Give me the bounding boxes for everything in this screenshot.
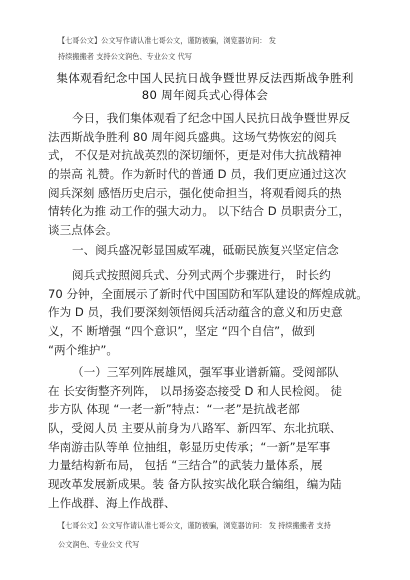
text-line: 队，受阅人员 主要从前身为八路军、新四军、东北抗联、	[48, 421, 342, 436]
document-title: 集体观看纪念中国人民抗日战争暨世界反法西斯战争胜利	[56, 71, 354, 85]
text-line: 上作战群、海上作战群、	[48, 495, 176, 510]
text-line: 式， 不仅是对抗战英烈的深切缅怀，更是对伟大抗战精神	[48, 148, 342, 163]
text-line: （一）三军列阵展雄风，强军事业谱新篇。受阅部队	[72, 365, 339, 379]
text-line: 在 长安街整齐列阵， 以昂扬姿态接受 D 和人民检阅。 徒	[48, 383, 343, 398]
text-line: 力量结构新布局， 包括 “三结合”的武装力量体系，展	[48, 458, 323, 473]
text-line: 步方队 体现 “一老一新”特点：“一老”是抗战老部	[48, 402, 300, 417]
text-line: 阅兵式按照阅兵式、分列式两个步骤进行， 时长约	[72, 268, 331, 282]
paragraph-intro	[48, 109, 366, 240]
text-line: 今日，我们集体观看了纪念中国人民抗日战争暨世界反	[72, 111, 351, 125]
text-line: 一、阅兵盛况彰显国威军魂，砥砺民族复兴坚定信念	[72, 243, 339, 257]
text-line: 现改革发展新成果。装 备方队按实战化联合编组，编为陆	[48, 477, 342, 492]
text-line: 阅兵深刻 感悟历史启示，强化使命担当，将观看阅兵的热	[48, 185, 342, 200]
text-line: 义，不 断增强 “四个意识”，坚定 “四个自信”，做到	[48, 324, 315, 339]
text-line: 的崇高 礼赞。作为新时代的普通 D 员，我们更应通过这次	[48, 167, 347, 182]
text-line: 华南游击队等单 位抽组，彰显历史传承；“一新”是军事	[48, 439, 331, 454]
text-line: 法西斯战争胜利 80 周年阅兵盛典。这场气势恢宏的阅兵	[48, 129, 337, 144]
text-line: 谈三点体会。	[48, 223, 118, 238]
document-title: 80 周年阅兵式心得体会	[141, 88, 269, 102]
text-line: 情转化为推 动工作的强大动力。 以下结合 D 员职责分工，	[48, 204, 350, 219]
text-line: 70 分钟，全面展示了新时代中国国防和军队建设的辉煌成就。	[48, 286, 368, 301]
header-watermark-line: 【七哥公文】公文写作请认准七哥公文，谨防被骗，浏览器访问： 发	[58, 36, 276, 45]
text-line: “两个维护”。	[48, 342, 118, 357]
paragraph-forces	[48, 363, 366, 513]
text-line: 作为 D 员，我们要深刻领悟阅兵活动蕴含的意义和历史意	[48, 305, 343, 320]
section-heading	[48, 241, 366, 260]
footer-watermark-line: 【七哥公文】公文写作请认准七哥公文，谨防被骗，浏览器访问： 发 持续搬搬者 支持	[58, 521, 331, 530]
paragraph-parade-overview	[48, 266, 366, 359]
header-watermark-line: 持续搬搬者 支持公文润色、专业公文 代写	[58, 52, 192, 61]
footer-watermark-line: 公文润色、专业公文 代写	[58, 540, 140, 549]
